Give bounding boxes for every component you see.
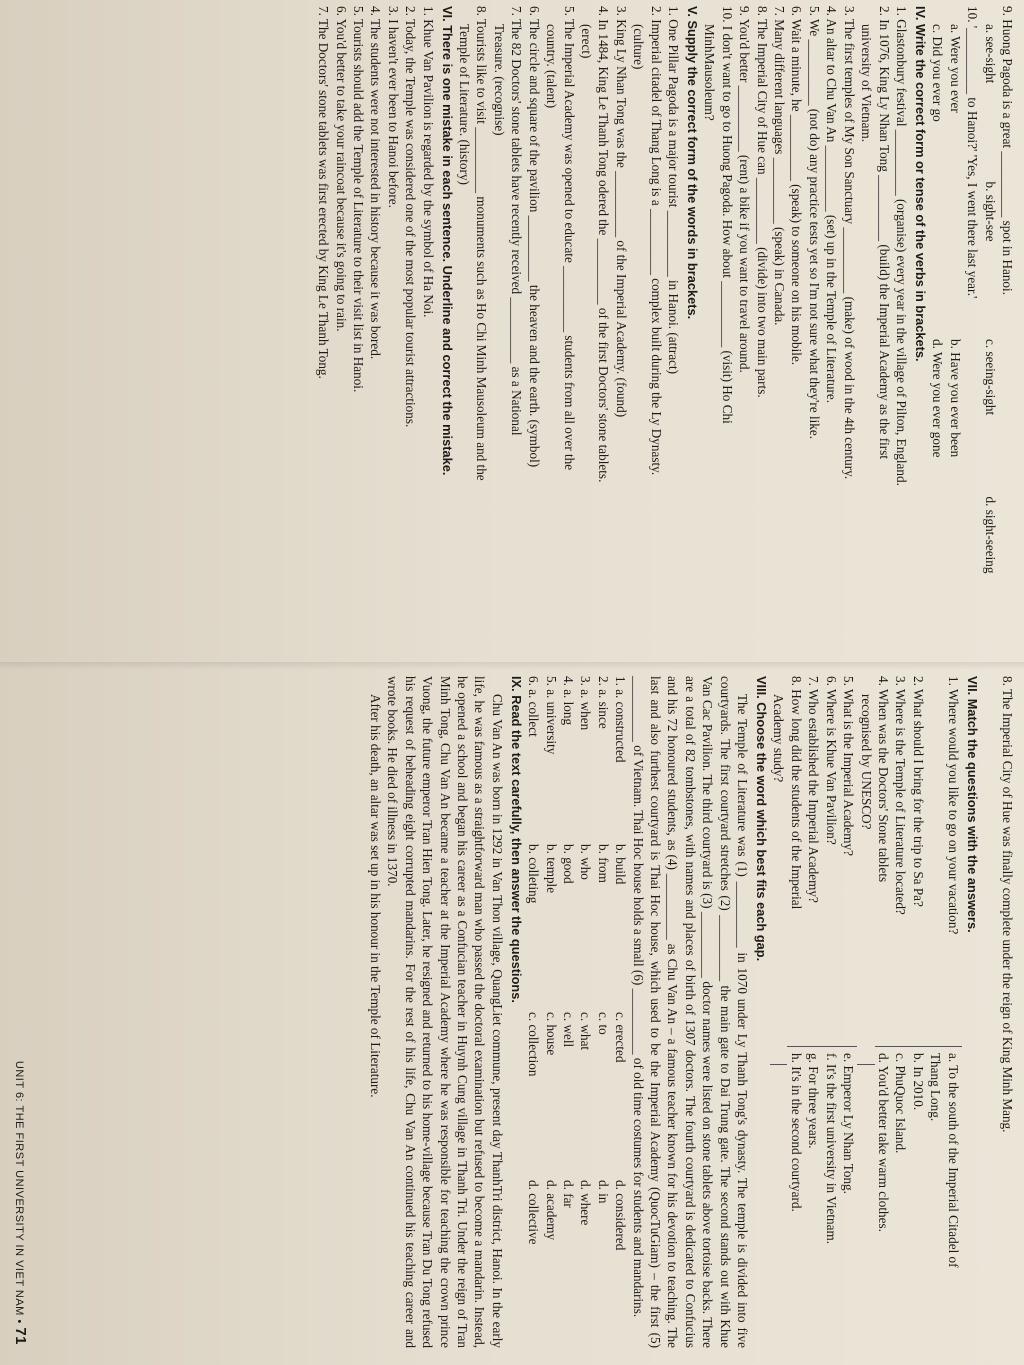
list-item: 7. The Doctors' stone tablets was first erected by King Le Thanh Tong. [316, 6, 332, 379]
list-item: 8. The Imperial City of Hue can __________ (divide) into two main parts. [754, 6, 770, 398]
match-question: 8. How long did the students of the Imperial [788, 676, 804, 910]
section-viii-options [525, 676, 630, 1348]
match-question: recognised by UNESCO? [858, 694, 874, 830]
section-vii-title: VII. Match the questions with the answers. [964, 676, 980, 933]
match-answer: e. Emperor Ly Nhan Tong. [840, 1046, 857, 1348]
list-item: 2. Today, the Temple was considered one of the most popular tourist attractions. [403, 6, 419, 428]
section-vii-match-table [770, 676, 962, 1348]
option: c. Did you ever go [930, 24, 946, 122]
match-row [875, 676, 892, 1348]
option: c. collection [526, 1012, 542, 1077]
match-answer: b. In 2010. [909, 1046, 926, 1348]
option-row [542, 676, 559, 1348]
match-answer: f. It's the first university in Vietnam. [822, 1046, 839, 1348]
option: d. academy [543, 1180, 559, 1241]
list-item: 6. The circle and square of the pavilion __________ the heaven and the earth. (symbol) [526, 6, 542, 468]
page-number: 71 [11, 1327, 29, 1345]
section-ix-passage: Chu Van An was born in 1292 in Van Thon village, QuangLiet commune, present day ThanhTri district, Hanoi. In the early life, he was famous as a straightforward man who passed the doctoral examination but refused to become a mandarin. Instead, he opened a school and began his career as a Confucian teacher in Huynh Cung village in Thanh Tri. Under the reign of Tran Minh Tong, Chu Van An became a teacher at the Imperial Academy where he was responsible for teaching the crown prince Vuong, the future emperor Tran Hien Tong. Later, he resigned and returned to his home-village because Tran Du Tong refused his request of beheading eight corrupted mandarins. For the rest of his life, Chu Van An continued his teaching career and wrote books. He died of illness in 1370. [385, 676, 505, 1348]
section-v-list [456, 6, 682, 654]
list-item: (erect) [578, 24, 594, 59]
list-item: 9. You'd better __________ (rent) a bike if you want to travel around. [737, 6, 753, 373]
option: a. Were you ever [947, 24, 963, 113]
list-item: 7. The 82 Doctors' stone tablets have recently received __________ as a National [509, 6, 525, 436]
list-item: 5. We __________ (not do) any practice tests yet so I'm not sure what they're like. [806, 6, 822, 440]
page-footer [10, 1061, 30, 1345]
match-row [892, 676, 909, 1348]
option: c. to [595, 1012, 611, 1035]
match-row [857, 676, 874, 1348]
list-item: 2. Imperial citadel of Thang Long is a __________ complex built during the Ly Dynasty. [648, 6, 664, 476]
option: 2. a. since [595, 676, 611, 729]
question-10-options-row2 [929, 6, 946, 654]
list-item: 2. In 1076, King Ly Nhan Tong __________ (build) the Imperial Academy as the first [876, 6, 892, 459]
section-ix-last-line: After his death, an altar was set up in his honour in the Temple of Literature. [367, 694, 383, 1098]
match-question: 3. Where is the Temple of Literature located? [893, 676, 909, 915]
page-fold [0, 662, 1024, 670]
option: d. collective [526, 1180, 542, 1245]
section-vi-title: VI. There is one mistake in each sentence. Underline and correct the mistake. [439, 6, 455, 476]
match-question: Academy study? [771, 694, 787, 783]
option: d. where [578, 1180, 594, 1226]
list-item: 8. Tourists like to visit __________ monuments such as Ho Chi Minh Mausoleum and the [474, 6, 490, 481]
question-10-options-row1 [946, 6, 963, 654]
option: b. colleting [526, 844, 542, 904]
option: c. what [578, 1012, 594, 1051]
list-item: 4. An altar to Chu Van An __________ (set) up in the Temple of Literature. [824, 6, 840, 404]
match-question: 1. Where would you like to go on your vacation? [945, 676, 961, 935]
option-row [594, 676, 611, 1348]
match-row [770, 676, 787, 1348]
match-question: 5. What is the Imperial Academy? [841, 676, 857, 856]
section-iv-list [701, 6, 910, 654]
right-column [366, 676, 1016, 1348]
match-row [944, 676, 961, 1348]
list-item: 1. Khue Van Pavilion is regarded by the symbol of Ha Noi. [420, 6, 436, 318]
match-answer: c. PhuQuoc Island. [892, 1046, 909, 1348]
option: d. far [560, 1180, 576, 1208]
option: d. in [595, 1180, 611, 1204]
list-item: Treasure. (recognise) [491, 24, 507, 136]
list-item: 4. In 1484, King Le Thanh Tong odered the __________ of the first Doctors' stone tablets. [596, 6, 612, 483]
option: d. Were you ever gone [930, 339, 946, 458]
option: b. Have you ever been [947, 339, 963, 458]
match-question: 2. What should I bring for the trip to Sa Pa? [910, 676, 926, 907]
option-row [560, 676, 577, 1348]
option: c. erected [613, 1012, 629, 1063]
match-row [787, 676, 804, 1348]
option: 6. a. collect [526, 676, 542, 737]
list-item: 3. The first temples of My Son Sanctuary __________ (make) of wood in the 4th century. [841, 6, 857, 480]
list-item: 7. Many different languages __________ (speak) in Canada. [772, 6, 788, 326]
match-row [822, 676, 839, 1348]
option-row [577, 676, 594, 1348]
list-item: Temple of Literature. (history) [456, 24, 472, 185]
option: d. considered [613, 1180, 629, 1251]
option: 5. a. university [543, 676, 559, 755]
option: c. house [543, 1012, 559, 1056]
match-question: 6. Where is Khue Van Pavilion? [823, 676, 839, 845]
section-ix-title: IX. Read the text carefully, then answer the questions. [508, 676, 524, 1003]
list-item: 1. One Pillar Pagoda is a major tourist __________ in Hanoi. (attract) [666, 6, 682, 375]
section-vi-list [315, 6, 437, 654]
section-v-title: V. Supply the correct form of the words in brackets. [684, 6, 700, 320]
match-answer: a. To the south of the Imperial Citadel of [944, 1046, 961, 1348]
list-item: (culture) [631, 24, 647, 70]
match-answer [770, 1064, 787, 1348]
list-item: 10. I don't want to go to Huong Pagoda. How about __________ (visit) Ho Chi [719, 6, 735, 424]
section-viii-passage: The Temple of Literature was (1) __________ in 1070 under Ly Thanh Tong's dynasty. The temple is divided into five courtyards. The first courtyard stretches (2) __________ the main gate to Dai Trung gate. The second stands out with Khue Van Cac Pavilion. The third courtyard is (3) __________ doctor names were listed on stone tablets above tortoise backs. There are a total of 82 tombstones, with names and places of birth of 1307 doctors. The fourth courtyard is dedicated to Confucius and his 72 honoured students, as (4) __________ as Chu Van An – a famous teacher known for his devotion to teaching. The last and also furthest courtyard is Thai Hoc house, which used to be the Imperial Academy (QuocTuGiam) – the first (5) __________ of Vietnam. Thai Hoc house holds a small (6) __________ of old time costumes for students and mandarins. [630, 676, 751, 1348]
list-item: 6. You'd better to take your raincoat because it's going to rain. [333, 6, 349, 332]
match-question [927, 676, 944, 1046]
option: b. good [560, 844, 576, 884]
option: b. from [595, 844, 611, 883]
option: b. sight-see [982, 181, 998, 242]
list-item: country. (talent) [544, 24, 560, 109]
option: b. temple [543, 844, 559, 894]
option: 3. a. when [578, 676, 594, 731]
question-8: 8. The Imperial City of Hue was finally complete under the reign of King Minh Mang. [1000, 676, 1015, 1133]
list-item: 3. King Ly Nhan Tong was the __________ of the Imperial Academy. (found) [613, 6, 629, 418]
list-item: 5. The Imperial Academy was opened to educate __________ students from all over the [561, 6, 577, 471]
match-answer: g. For three years. [805, 1046, 822, 1348]
option-row [525, 676, 542, 1348]
match-answer [857, 1064, 874, 1348]
option: b. build [613, 844, 629, 885]
match-row [805, 676, 822, 1348]
question-10: 10. '__________ to Hanoi?' 'Yes, I went there last year.' [965, 6, 981, 299]
left-column [315, 6, 1016, 654]
match-row [840, 676, 857, 1348]
list-item: MinhMausoleum? [702, 24, 718, 121]
match-row [909, 676, 926, 1348]
question-9-options [981, 6, 998, 654]
option: c. well [560, 1012, 576, 1048]
option: b. who [578, 844, 594, 880]
match-question: 4. When was the Doctors' Stone tablets [876, 676, 891, 883]
option: 1. a. constructed [613, 676, 629, 763]
question-9: 9. Huong Pagoda is a great __________ spot in Hanoi. [1000, 6, 1015, 295]
list-item: 1. Glastonbury festival __________ (organise) every year in the village of Pilton, England. [894, 6, 909, 486]
list-item: university of Vietnam. [859, 24, 875, 142]
match-answer: d. You'd better take warm clothes. [875, 1046, 892, 1348]
option-row [612, 676, 629, 1348]
list-item: 5. Tourists should add the Temple of Literature to their visit list in Hanoi. [350, 6, 366, 393]
option: d. sight-seeing [982, 496, 998, 574]
list-item: 6. Wait a minute, he __________ (speak) to someone on his mobile. [789, 6, 805, 366]
option: c. seeing-sight [982, 339, 998, 416]
match-answer: h. It's in the second courtyard. [787, 1046, 804, 1348]
option: 4. a. long [560, 676, 576, 726]
match-row [927, 676, 944, 1348]
list-item: 3. I haven't ever been to Hanoi before. [385, 6, 401, 208]
list-item: 4. The students were not interested in history because it was bored. [368, 6, 384, 360]
section-iv-title: IV. Write the correct form or tense of the verbs in brackets. [912, 6, 928, 362]
match-answer: Thang Long. [927, 1046, 944, 1348]
section-viii-title: VIII. Choose the word which best fits each gap. [754, 676, 770, 962]
spacer [981, 676, 999, 1348]
match-question: 7. Who established the Imperial Academy? [806, 676, 822, 903]
footer-unit-title: UNIT 6: THE FIRST UNIVERSITY IN VIET NAM • [12, 1060, 25, 1324]
option: a. see-sight [982, 24, 998, 84]
